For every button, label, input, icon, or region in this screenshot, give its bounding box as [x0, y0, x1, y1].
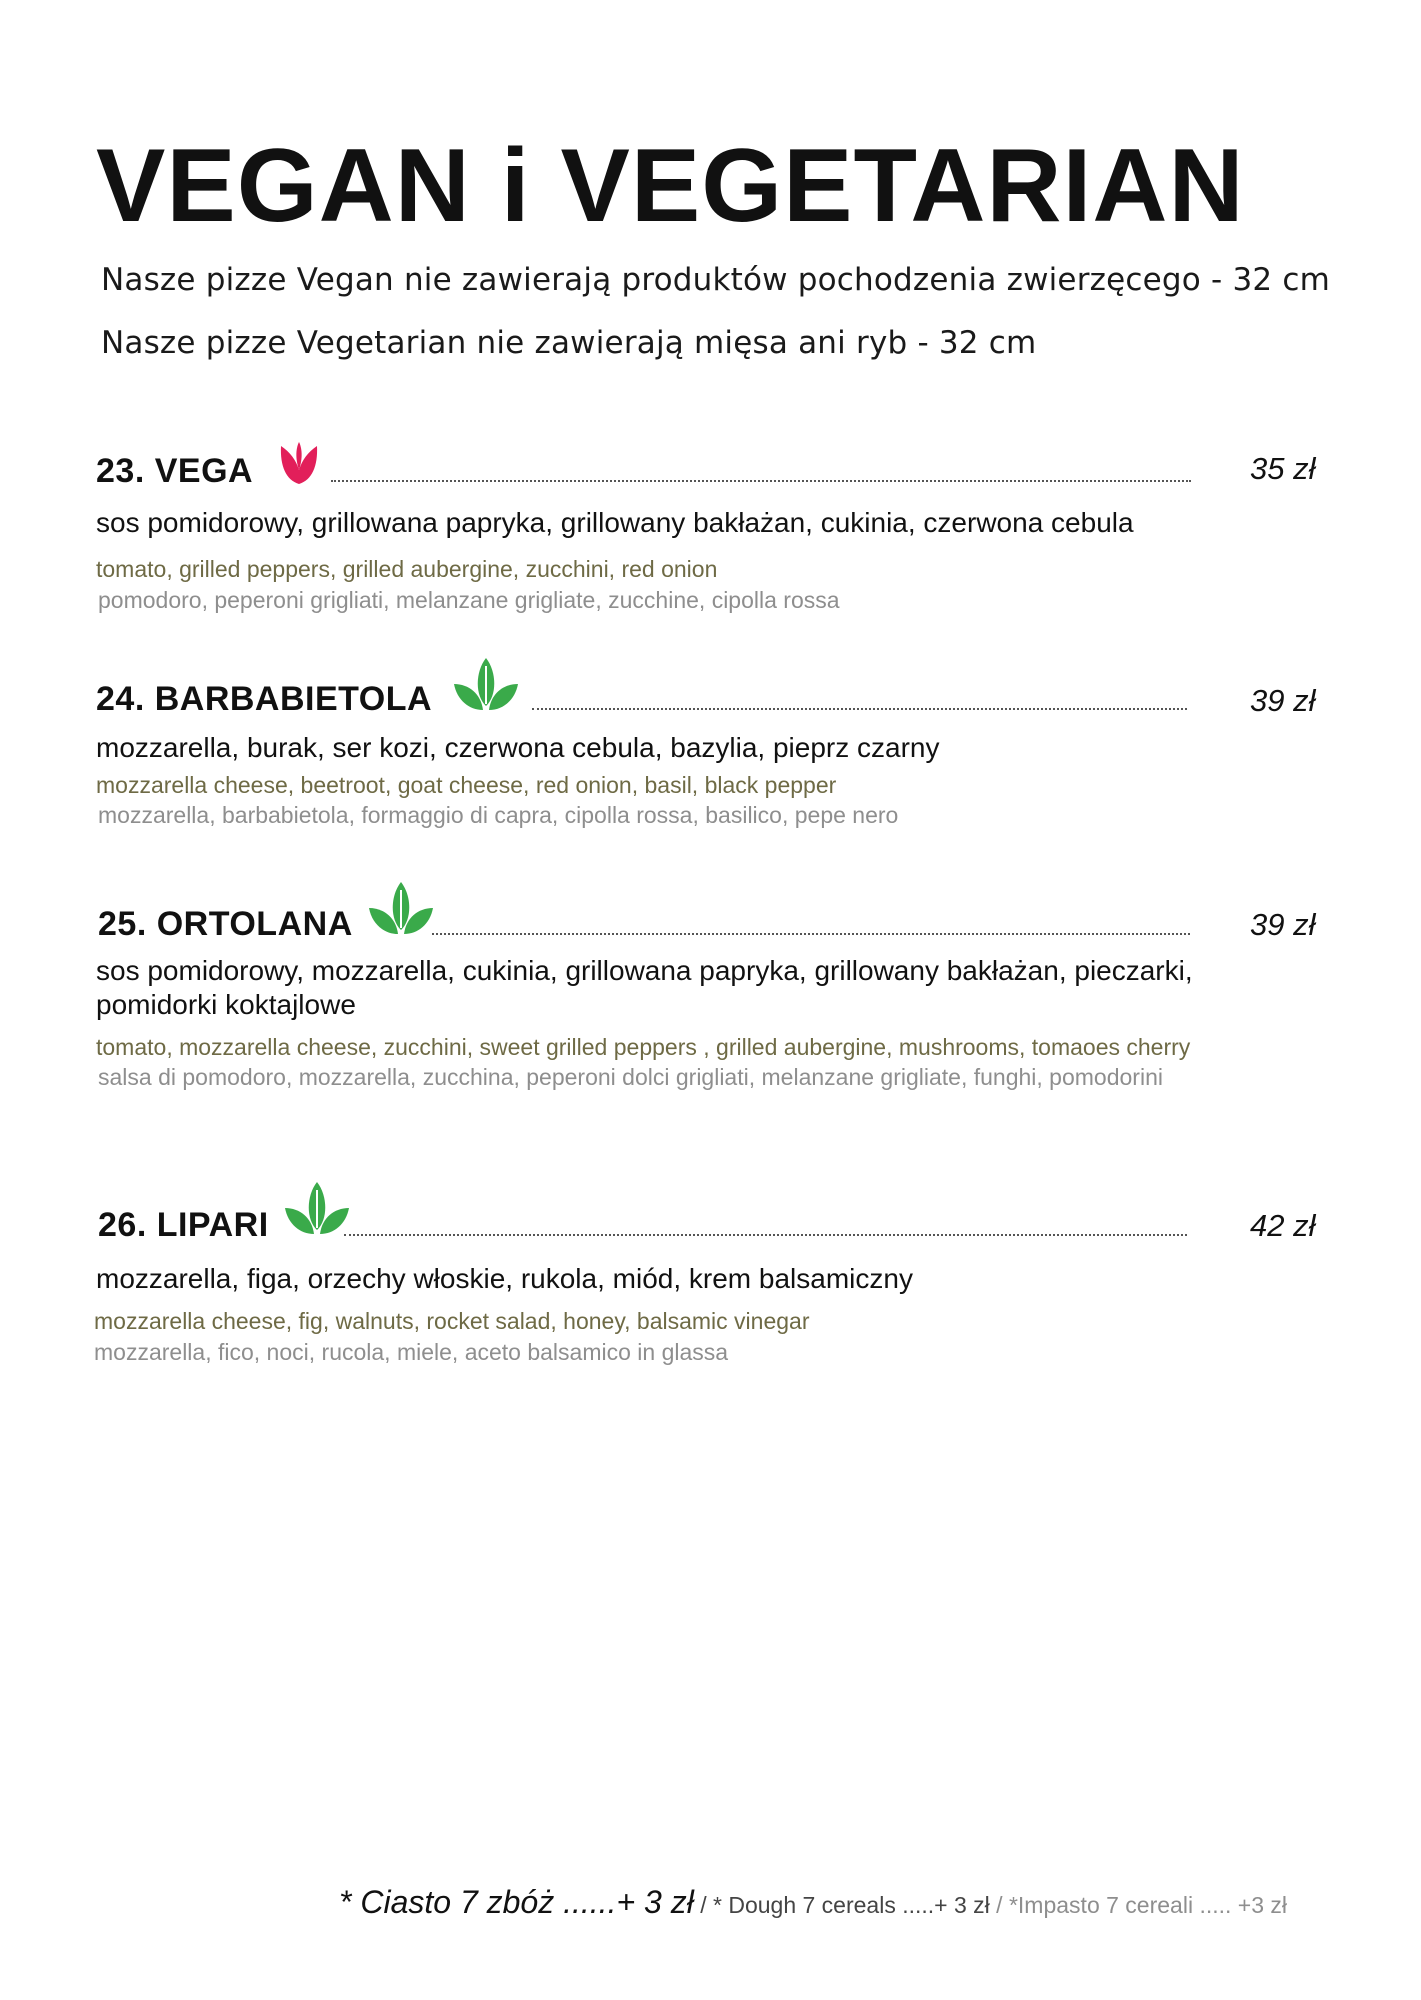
description-en: tomato, grilled peppers, grilled aubergine, zucchini, red onion [96, 556, 718, 582]
description-pl: sos pomidorowy, grillowana papryka, grillowany bakłażan, cukinia, czerwona cebula [96, 507, 1134, 538]
item-name: 26. LIPARI [98, 1206, 269, 1244]
dot-leader [532, 708, 1187, 710]
description-it: mozzarella, fico, noci, rucola, miele, aceto balsamico in glassa [94, 1339, 729, 1365]
description-pl-line1: sos pomidorowy, mozzarella, cukinia, grillowana papryka, grillowany bakłażan, pieczarki, [96, 955, 1193, 986]
item-name: 23. VEGA [96, 452, 254, 490]
green-leaves-icon [453, 656, 519, 712]
dot-leader [344, 1234, 1187, 1236]
dot-leader [331, 480, 1191, 482]
item-price: 39 zł [1250, 683, 1316, 718]
description-it: mozzarella, barbabietola, formaggio di capra, cipolla rossa, basilico, pepe nero [98, 802, 899, 828]
pink-leaf-icon [278, 440, 320, 486]
green-leaves-icon [284, 1180, 350, 1236]
description-it: salsa di pomodoro, mozzarella, zucchina, peperoni dolci grigliati, melanzane grigliate, funghi, pomodorini [98, 1064, 1163, 1090]
description-pl: mozzarella, figa, orzechy włoskie, rukola, miód, krem balsamiczny [96, 1263, 913, 1294]
surcharge-it: / *Impasto 7 cereali ..... +3 zł [989, 1892, 1288, 1918]
dot-leader [432, 933, 1190, 935]
surcharge-pl: * Ciasto 7 zbóż ......+ 3 zł [339, 1884, 694, 1920]
item-price: 39 zł [1250, 907, 1316, 942]
page-title: VEGAN i VEGETARIAN [96, 128, 1245, 244]
green-leaves-icon [368, 880, 434, 936]
vegetarian-subtitle: Nasze pizze Vegetarian nie zawierają mięsa ani ryb - 32 cm [101, 325, 1037, 361]
description-pl: mozzarella, burak, ser kozi, czerwona cebula, bazylia, pieprz czarny [96, 732, 940, 763]
item-name: 24. BARBABIETOLA [96, 680, 433, 718]
item-name: 25. ORTOLANA [98, 905, 353, 943]
description-en: mozzarella cheese, fig, walnuts, rocket salad, honey, balsamic vinegar [94, 1308, 810, 1334]
description-pl-line2: pomidorki koktajlowe [96, 989, 356, 1020]
description-en: tomato, mozzarella cheese, zucchini, sweet grilled peppers , grilled aubergine, mushrooms, tomaoes cherry [96, 1034, 1191, 1060]
description-it: pomodoro, peperoni grigliati, melanzane grigliate, zucchine, cipolla rossa [98, 587, 840, 613]
dough-surcharge-note [339, 1884, 1287, 1921]
item-price: 35 zł [1250, 451, 1316, 486]
vegan-subtitle: Nasze pizze Vegan nie zawierają produktów pochodzenia zwierzęcego - 32 cm [101, 262, 1330, 298]
description-en: mozzarella cheese, beetroot, goat cheese, red onion, basil, black pepper [96, 772, 837, 798]
item-price: 42 zł [1250, 1208, 1316, 1243]
surcharge-en: / * Dough 7 cereals .....+ 3 zł [693, 1892, 990, 1918]
